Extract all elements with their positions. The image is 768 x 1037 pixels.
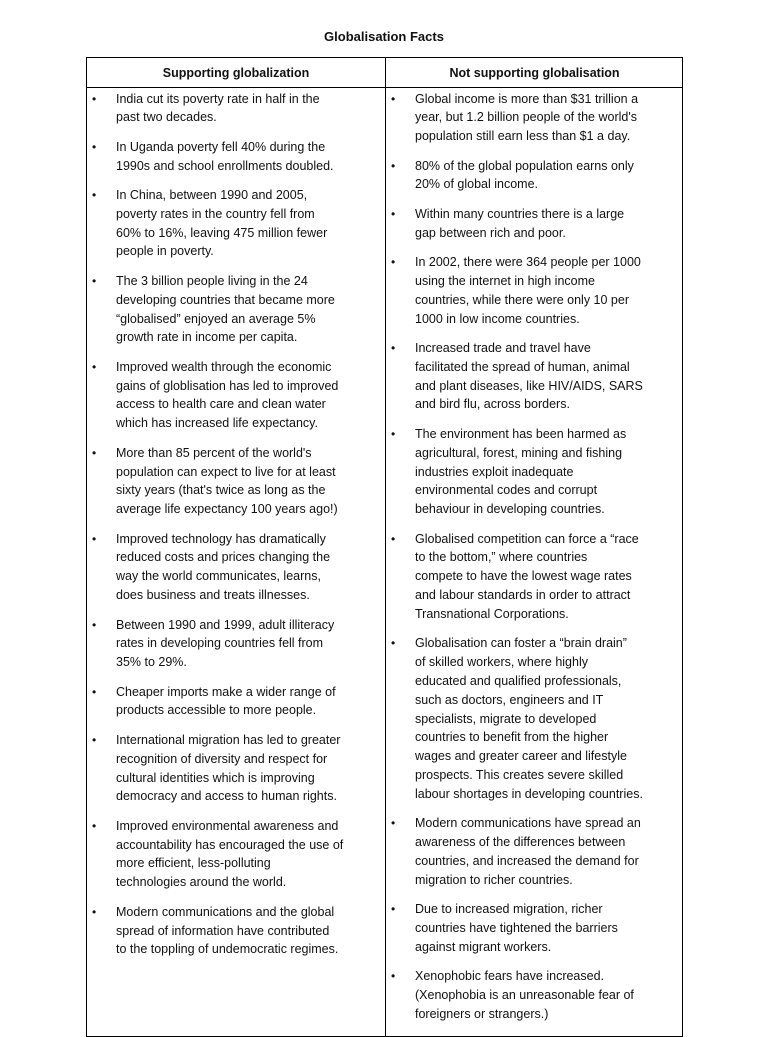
fact-text-line: prospects. This creates severe skilled: [415, 767, 624, 782]
fact-text-line: specialists, migrate to developed: [415, 711, 597, 726]
fact-text-line: 20% of global income.: [415, 177, 538, 192]
fact-text-line: Modern communications and the global: [116, 904, 335, 919]
bullet-icon: •: [92, 359, 97, 374]
bullet-icon: •: [391, 91, 396, 106]
fact-text-line: year, but 1.2 billion people of the world's: [415, 110, 637, 125]
bullet-icon: •: [391, 427, 396, 441]
fact-text-line: way the world communicates, learns,: [116, 569, 321, 584]
bullet-icon: •: [391, 531, 396, 546]
fact-text-line: wages and greater career and lifestyle: [415, 749, 627, 764]
fact-text-line: countries to benefit from the higher: [415, 730, 609, 745]
fact-text-line: rates in developing countries fell from: [116, 636, 324, 651]
list-item: [386, 900, 683, 956]
fact-text-line: accountability has encouraged the use of: [116, 837, 344, 852]
fact-text-line: countries have tightened the barriers: [415, 920, 618, 935]
fact-text-line: Due to increased migration, richer: [415, 902, 603, 917]
fact-text-line: and plant diseases, like HIV/AIDS, SARS: [415, 378, 643, 393]
fact-text-line: access to health care and clean water: [116, 397, 326, 412]
fact-text-line: of skilled workers, where highly: [415, 655, 588, 670]
bullet-icon: •: [92, 733, 97, 747]
list-item: [87, 530, 385, 605]
list-item: [87, 358, 385, 433]
fact-text-line: compete to have the lowest wage rates: [415, 569, 632, 584]
fact-text-line: sixty years (that's twice as long as the: [116, 483, 326, 498]
fact-text-line: “globalised” enjoyed an average 5%: [116, 311, 316, 326]
fact-text-line: more efficient, less-polluting: [116, 856, 271, 871]
bullet-icon: •: [92, 139, 97, 154]
fact-text-line: environmental codes and corrupt: [415, 483, 598, 498]
fact-text-line: 1000 in low income countries.: [415, 311, 580, 326]
fact-text-line: average life expectancy 100 years ago!): [116, 502, 338, 517]
fact-text-line: International migration has led to greater: [116, 733, 341, 747]
fact-text-line: past two decades.: [116, 110, 217, 125]
fact-text-line: labour shortages in developing countries.: [415, 786, 643, 801]
list-item: [87, 817, 385, 892]
fact-text-line: which has increased life expectancy.: [116, 416, 318, 431]
bullet-icon: •: [92, 445, 97, 460]
fact-text-line: 1990s and school enrollments doubled.: [116, 158, 334, 173]
list-item: [386, 253, 683, 328]
column-header-not-supporting: Not supporting globalisation: [449, 65, 620, 80]
fact-text-line: Improved technology has dramatically: [116, 531, 326, 546]
fact-text-line: (Xenophobia is an unreasonable fear of: [415, 988, 634, 1003]
fact-text-line: population can expect to live for at least: [116, 464, 336, 479]
fact-text-line: using the internet in high income: [415, 273, 595, 288]
fact-text-line: Global income is more than $31 trillion a: [415, 91, 639, 106]
fact-text-line: gains of globlisation has led to improved: [116, 378, 339, 393]
list-item: [386, 339, 683, 414]
bullet-icon: •: [391, 341, 396, 356]
bullet-icon: •: [92, 818, 97, 833]
fact-text-line: does business and treats illnesses.: [116, 588, 310, 603]
fact-text-line: cultural identities which is improving: [116, 770, 315, 785]
fact-text-line: 60% to 16%, leaving 475 million fewer: [116, 225, 328, 240]
fact-text-line: democracy and access to human rights.: [116, 789, 337, 804]
fact-text-line: 35% to 29%.: [116, 655, 187, 670]
fact-text-line: India cut its poverty rate in half in the: [116, 91, 320, 106]
list-item: [87, 90, 385, 128]
list-item: [386, 205, 683, 243]
facts-table: [86, 57, 683, 1037]
bullet-icon: •: [391, 206, 396, 221]
fact-text-line: to the toppling of undemocratic regimes.: [116, 942, 339, 957]
bullet-icon: •: [92, 188, 97, 203]
list-item: [386, 157, 683, 195]
fact-text-line: Improved environmental awareness and: [116, 818, 339, 833]
fact-text-line: behaviour in developing countries.: [415, 502, 605, 517]
fact-text-line: countries, and increased the demand for: [415, 853, 639, 868]
fact-text-line: Modern communications have spread an: [415, 816, 641, 831]
fact-text-line: Between 1990 and 1999, adult illiteracy: [116, 617, 335, 632]
fact-text-line: Xenophobic fears have increased.: [415, 969, 605, 984]
fact-text-line: Globalised competition can force a “race: [415, 531, 639, 546]
fact-text-line: migration to richer countries.: [415, 872, 573, 887]
fact-text-line: More than 85 percent of the world's: [116, 445, 312, 460]
not-supporting-facts-list: [386, 88, 683, 1036]
fact-text-line: countries, while there were only 10 per: [415, 292, 630, 307]
bullet-icon: •: [391, 158, 396, 173]
fact-text-line: developing countries that became more: [116, 292, 335, 307]
fact-text-line: against migrant workers.: [415, 939, 552, 954]
bullet-icon: •: [391, 969, 396, 984]
fact-text-line: The environment has been harmed as: [415, 427, 627, 441]
list-item: [87, 731, 385, 806]
fact-text-line: such as doctors, engineers and IT: [415, 692, 604, 707]
bullet-icon: •: [92, 904, 97, 919]
fact-text-line: population still earn less than $1 a day.: [415, 129, 631, 144]
page-title: Globalisation Facts: [324, 29, 444, 44]
list-item: [386, 90, 683, 146]
fact-text-line: products accessible to more people.: [116, 703, 317, 718]
fact-text-line: In Uganda poverty fell 40% during the: [116, 139, 326, 154]
fact-text-line: The 3 billion people living in the 24: [116, 274, 308, 288]
fact-text-line: recognition of diversity and respect for: [116, 751, 328, 766]
list-item: [386, 425, 683, 519]
fact-text-line: technologies around the world.: [116, 875, 287, 890]
fact-text-line: spread of information have contributed: [116, 923, 330, 938]
list-item: [87, 903, 385, 959]
list-item: [87, 138, 385, 176]
list-item: [87, 272, 385, 347]
column-header-supporting: Supporting globalization: [162, 65, 310, 80]
fact-text-line: 80% of the global population earns only: [415, 158, 634, 173]
bullet-icon: •: [92, 531, 97, 546]
fact-text-line: Increased trade and travel have: [415, 341, 591, 356]
list-item: [87, 683, 385, 721]
list-item: [386, 967, 683, 1023]
fact-text-line: gap between rich and poor.: [415, 225, 566, 240]
fact-text-line: Transnational Corporations.: [415, 606, 569, 621]
bullet-icon: •: [391, 902, 396, 917]
fact-text-line: Within many countries there is a large: [415, 206, 625, 221]
list-item: [386, 814, 683, 889]
list-item: [386, 530, 683, 624]
fact-text-line: reduced costs and prices changing the: [116, 550, 331, 565]
fact-text-line: facilitated the spread of human, animal: [415, 359, 630, 374]
bullet-icon: •: [92, 684, 97, 699]
bullet-icon: •: [92, 91, 97, 106]
bullet-icon: •: [92, 617, 97, 632]
list-item: [87, 444, 385, 519]
list-item: [386, 634, 683, 803]
fact-text-line: Cheaper imports make a wider range of: [116, 684, 336, 699]
fact-text-line: In China, between 1990 and 2005,: [116, 188, 308, 203]
fact-text-line: and bird flu, across borders.: [415, 397, 570, 412]
fact-text-line: awareness of the differences between: [415, 835, 626, 850]
bullet-icon: •: [92, 274, 97, 288]
list-item: [87, 616, 385, 672]
fact-text-line: to the bottom,” where countries: [415, 550, 588, 565]
bullet-icon: •: [391, 255, 396, 270]
fact-text-line: In 2002, there were 364 people per 1000: [415, 255, 641, 270]
fact-text-line: people in poverty.: [116, 244, 214, 259]
fact-text-line: foreigners or strangers.): [415, 1006, 549, 1021]
fact-text-line: educated and qualified professionals,: [415, 673, 622, 688]
fact-text-line: Globalisation can foster a “brain drain”: [415, 636, 627, 651]
fact-text-line: agricultural, forest, mining and fishing: [415, 445, 623, 460]
supporting-facts-list: [87, 88, 385, 1036]
fact-text-line: Improved wealth through the economic: [116, 359, 332, 374]
fact-text-line: and labour standards in order to attract: [415, 588, 631, 603]
list-item: [87, 186, 385, 261]
bullet-icon: •: [391, 816, 396, 831]
fact-text-line: growth rate in income per capita.: [116, 330, 298, 345]
bullet-icon: •: [391, 636, 396, 651]
fact-text-line: industries exploit inadequate: [415, 464, 574, 479]
fact-text-line: poverty rates in the country fell from: [116, 206, 315, 221]
